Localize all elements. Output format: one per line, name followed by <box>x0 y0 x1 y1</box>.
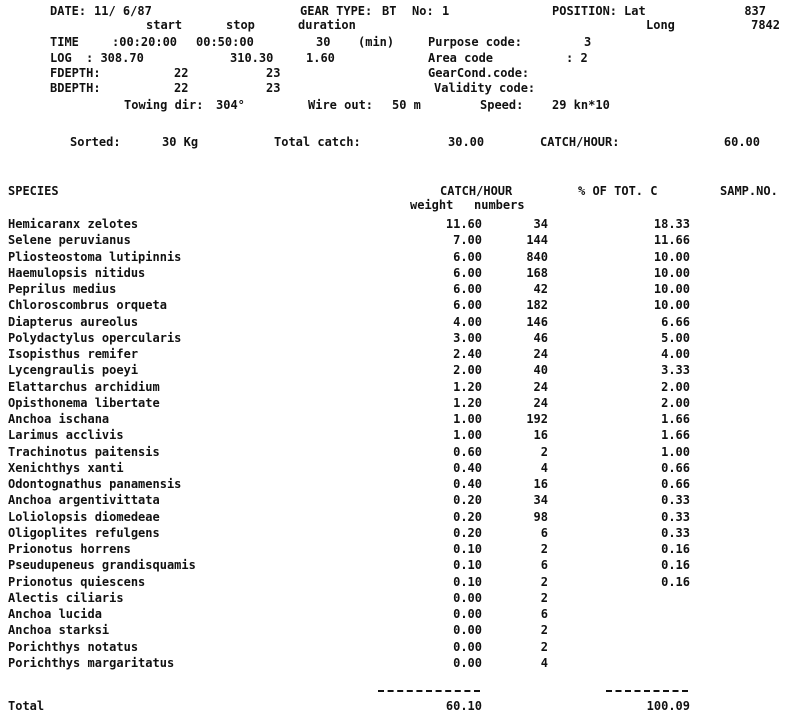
numbers-cell: 2 <box>540 542 548 556</box>
numbers-cell: 40 <box>533 363 548 377</box>
sorted-label: Sorted: <box>70 135 121 149</box>
species-name: Anchoa ischana <box>8 412 110 426</box>
pct-cell: 10.00 <box>653 298 690 312</box>
towing-label: Towing dir: <box>124 98 204 112</box>
time-label: TIME <box>50 35 79 49</box>
towing-value: 304° <box>216 98 245 112</box>
pct-cell: 1.00 <box>661 445 690 459</box>
gear-type-value: BT <box>382 4 397 18</box>
weight-cell: 7.00 <box>453 233 482 247</box>
time-start: :00:20:00 <box>112 35 178 49</box>
weight-cell: 6.00 <box>453 298 482 312</box>
numbers-cell: 4 <box>540 656 548 670</box>
samp-header: SAMP.NO. <box>720 184 778 198</box>
lat-label: Lat <box>624 4 646 18</box>
numbers-cell: 98 <box>533 510 548 524</box>
weight-cell: 1.00 <box>453 412 482 426</box>
numbers-cell: 2 <box>540 445 548 459</box>
weight-cell: 0.40 <box>453 477 482 491</box>
numbers-cell: 24 <box>533 396 548 410</box>
pct-cell: 1.66 <box>661 412 690 426</box>
species-name: Porichthys margaritatus <box>8 656 175 670</box>
catch-hour-label: CATCH/HOUR: <box>540 135 620 149</box>
pct-cell: 6.66 <box>661 315 690 329</box>
species-name: Larimus acclivis <box>8 428 124 442</box>
catch-hour-header: CATCH/HOUR <box>440 184 513 198</box>
species-name: Anchoa argentivittata <box>8 493 160 507</box>
bdepth-stop: 23 <box>266 81 281 95</box>
weight-cell: 11.60 <box>445 217 482 231</box>
col-start-label: start <box>146 18 183 32</box>
weight-cell: 3.00 <box>453 331 482 345</box>
fdepth-start: 22 <box>174 66 189 80</box>
numbers-cell: 2 <box>540 640 548 654</box>
speed-label: Speed: <box>480 98 524 112</box>
weight-cell: 2.40 <box>453 347 482 361</box>
species-name: Anchoa lucida <box>8 607 102 621</box>
no-label: No: <box>412 4 434 18</box>
total-label: Total <box>8 699 45 713</box>
long-label: Long <box>646 18 675 32</box>
weight-cell: 2.00 <box>453 363 482 377</box>
species-name: Haemulopsis nitidus <box>8 266 146 280</box>
fdepth-label: FDEPTH: <box>50 66 101 80</box>
total-catch-label: Total catch: <box>274 135 361 149</box>
species-name: Odontognathus panamensis <box>8 477 182 491</box>
species-name: Pliosteostoma lutipinnis <box>8 250 182 264</box>
weight-cell: 1.20 <box>453 380 482 394</box>
weight-header: weight <box>410 198 454 212</box>
species-name: Diapterus aureolus <box>8 315 139 329</box>
species-name: Porichthys notatus <box>8 640 139 654</box>
time-stop: 00:50:00 <box>196 35 254 49</box>
sorted-value: 30 Kg <box>162 135 199 149</box>
pct-cell: 5.00 <box>661 331 690 345</box>
purpose-value: 3 <box>584 35 592 49</box>
numbers-cell: 6 <box>540 558 548 572</box>
pct-cell: 1.66 <box>661 428 690 442</box>
numbers-cell: 24 <box>533 347 548 361</box>
pct-cell: 0.66 <box>661 461 690 475</box>
area-value: : 2 <box>566 51 588 65</box>
long-value: 7842 <box>751 18 780 32</box>
bdepth-start: 22 <box>174 81 189 95</box>
weight-cell: 6.00 <box>453 282 482 296</box>
col-stop-label: stop <box>226 18 255 32</box>
fdepth-stop: 23 <box>266 66 281 80</box>
gearcond-label: GearCond.code: <box>428 66 530 80</box>
species-name: Chloroscombrus orqueta <box>8 298 167 312</box>
area-label: Area code <box>428 51 494 65</box>
total-weight: 60.10 <box>445 699 482 713</box>
pct-cell: 0.16 <box>661 542 690 556</box>
weight-cell: 0.20 <box>453 493 482 507</box>
numbers-cell: 46 <box>533 331 548 345</box>
species-name: Pseudupeneus grandisquamis <box>8 558 196 572</box>
numbers-cell: 192 <box>526 412 548 426</box>
weight-cell: 0.00 <box>453 607 482 621</box>
weight-cell: 0.40 <box>453 461 482 475</box>
numbers-cell: 34 <box>533 217 548 231</box>
time-unit: (min) <box>358 35 395 49</box>
numbers-cell: 16 <box>533 428 548 442</box>
numbers-cell: 840 <box>526 250 548 264</box>
validity-label: Validity code: <box>434 81 536 95</box>
pct-cell: 10.00 <box>653 282 690 296</box>
species-name: Anchoa starksi <box>8 623 110 637</box>
species-name: Peprilus medius <box>8 282 117 296</box>
date-label: DATE: <box>50 4 87 18</box>
weight-cell: 0.00 <box>453 591 482 605</box>
numbers-cell: 4 <box>540 461 548 475</box>
species-name: Selene peruvianus <box>8 233 131 247</box>
time-duration: 30 <box>316 35 331 49</box>
weight-cell: 0.20 <box>453 526 482 540</box>
numbers-cell: 2 <box>540 575 548 589</box>
species-name: Prionotus quiescens <box>8 575 146 589</box>
weight-cell: 0.10 <box>453 558 482 572</box>
position-label: POSITION: <box>552 4 618 18</box>
pct-cell: 0.33 <box>661 526 690 540</box>
weight-cell: 0.60 <box>453 445 482 459</box>
species-name: Alectis ciliaris <box>8 591 124 605</box>
weight-cell: 6.00 <box>453 266 482 280</box>
species-name: Elattarchus archidium <box>8 380 160 394</box>
species-name: Isopisthus remifer <box>8 347 139 361</box>
weight-cell: 0.00 <box>453 656 482 670</box>
numbers-cell: 146 <box>526 315 548 329</box>
numbers-header: numbers <box>474 198 525 212</box>
numbers-cell: 182 <box>526 298 548 312</box>
purpose-label: Purpose code: <box>428 35 522 49</box>
log-start: : 308.70 <box>86 51 144 65</box>
pct-cell: 0.66 <box>661 477 690 491</box>
weight-cell: 0.00 <box>453 640 482 654</box>
weight-cell: 0.10 <box>453 575 482 589</box>
total-catch-value: 30.00 <box>448 135 485 149</box>
species-name: Lycengraulis poeyi <box>8 363 139 377</box>
pct-cell: 0.33 <box>661 493 690 507</box>
species-name: Opisthonema libertate <box>8 396 160 410</box>
weight-cell: 1.20 <box>453 396 482 410</box>
weight-cell: 1.00 <box>453 428 482 442</box>
pct-cell: 2.00 <box>661 396 690 410</box>
pct-cell: 0.33 <box>661 510 690 524</box>
no-value: 1 <box>442 4 450 18</box>
species-name: Xenichthys xanti <box>8 461 124 475</box>
wire-value: 50 m <box>392 98 421 112</box>
species-name: Hemicaranx zelotes <box>8 217 139 231</box>
pct-header: % OF TOT. C <box>578 184 658 198</box>
speed-value: 29 kn*10 <box>552 98 610 112</box>
pct-cell: 10.00 <box>653 266 690 280</box>
pct-cell: 0.16 <box>661 558 690 572</box>
weight-cell: 6.00 <box>453 250 482 264</box>
numbers-cell: 6 <box>540 526 548 540</box>
catch-hour-value: 60.00 <box>723 135 760 149</box>
weight-cell: 0.10 <box>453 542 482 556</box>
pct-total-rule <box>606 690 688 692</box>
weight-cell: 0.20 <box>453 510 482 524</box>
numbers-cell: 2 <box>540 623 548 637</box>
pct-cell: 3.33 <box>661 363 690 377</box>
pct-cell: 0.16 <box>661 575 690 589</box>
numbers-cell: 42 <box>533 282 548 296</box>
date-value: 11/ 6/87 <box>94 4 152 18</box>
numbers-cell: 34 <box>533 493 548 507</box>
bdepth-label: BDEPTH: <box>50 81 101 95</box>
species-name: Trachinotus paitensis <box>8 445 160 459</box>
pct-cell: 2.00 <box>661 380 690 394</box>
pct-cell: 18.33 <box>653 217 690 231</box>
gear-type-label: GEAR TYPE: <box>300 4 373 18</box>
wire-label: Wire out: <box>308 98 374 112</box>
numbers-cell: 2 <box>540 591 548 605</box>
species-name: Prionotus horrens <box>8 542 131 556</box>
pct-cell: 11.66 <box>653 233 690 247</box>
numbers-cell: 144 <box>526 233 548 247</box>
pct-cell: 10.00 <box>653 250 690 264</box>
species-header: SPECIES <box>8 184 59 198</box>
numbers-cell: 6 <box>540 607 548 621</box>
log-label: LOG <box>50 51 72 65</box>
col-duration-label: duration <box>298 18 356 32</box>
weight-cell: 4.00 <box>453 315 482 329</box>
numbers-cell: 16 <box>533 477 548 491</box>
numbers-cell: 24 <box>533 380 548 394</box>
weight-total-rule <box>378 690 480 692</box>
pct-cell: 4.00 <box>661 347 690 361</box>
species-name: Polydactylus opercularis <box>8 331 182 345</box>
lat-value: 837 <box>744 4 766 18</box>
weight-cell: 0.00 <box>453 623 482 637</box>
total-pct: 100.09 <box>646 699 690 713</box>
numbers-cell: 168 <box>526 266 548 280</box>
log-duration: 1.60 <box>306 51 335 65</box>
species-name: Oligoplites refulgens <box>8 526 160 540</box>
species-name: Loliolopsis diomedeae <box>8 510 160 524</box>
log-stop: 310.30 <box>230 51 274 65</box>
